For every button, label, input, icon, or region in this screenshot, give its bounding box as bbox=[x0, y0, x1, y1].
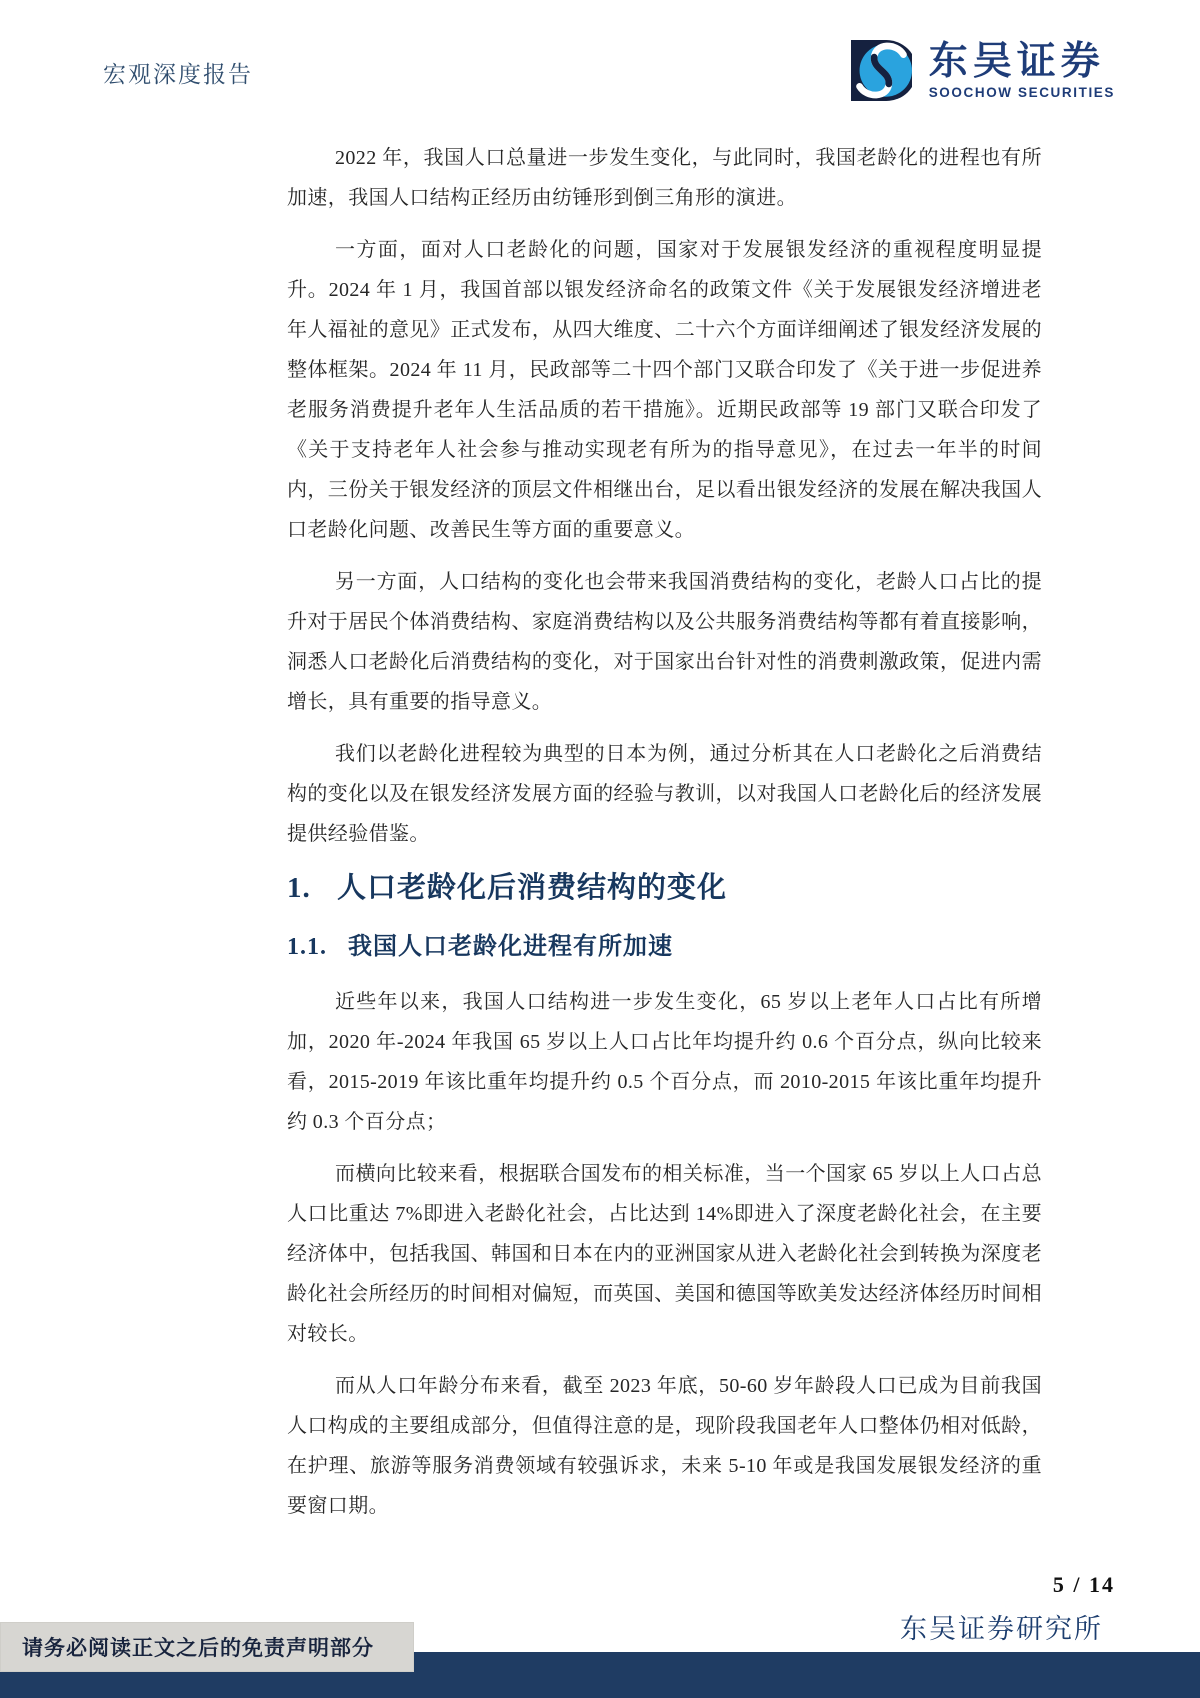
report-type-label: 宏观深度报告 bbox=[103, 62, 253, 87]
brand-name-en: SOOCHOW SECURITIES bbox=[928, 84, 1115, 100]
section-1-1-paragraph-1: 近些年以来，我国人口结构进一步发生变化，65 岁以上老年人口占比有所增加，2020 年-2024 年我国 65 岁以上人口占比年均提升约 0.6 个百分点，纵向比较来看，2015-2019 年该比重年均提升约 0.5 个百分点，而 2010-2015 年该比重年均提升约 0.3 个百分点； bbox=[287, 991, 1042, 1133]
intro-paragraph-3: 另一方面，人口结构的变化也会带来我国消费结构的变化，老龄人口占比的提升对于居民个体消费结构、家庭消费结构以及公共服务消费结构等都有着直接影响，洞悉人口老龄化后消费结构的变化，对于国家出台针对性的消费刺激政策，促进内需增长，具有重要的指导意义。 bbox=[287, 571, 1042, 713]
section-1-heading bbox=[287, 868, 1042, 908]
intro-paragraph-1: 2022 年，我国人口总量进一步发生变化，与此同时，我国老龄化的进程也有所加速，我国人口结构正经历由纺锤形到倒三角形的演进。 bbox=[287, 147, 1042, 209]
disclaimer-text: 请务必阅读正文之后的免责声明部分 bbox=[22, 1636, 374, 1660]
section-1-1-heading bbox=[287, 930, 1042, 964]
brand-name-cn: 东吴证券 bbox=[928, 39, 1105, 83]
section-1-title: 人口老龄化后消费结构的变化 bbox=[337, 872, 728, 904]
section-1-1-paragraph-3: 而从人口年龄分布来看，截至 2023 年底，50-60 岁年龄段人口已成为目前我国人口构成的主要组成部分，但值得注意的是，现阶段我国老年人口整体仍相对低龄，在护理、旅游等服务消费领域有较强诉求，未来 5-10 年或是我国发展银发经济的重要窗口期。 bbox=[287, 1375, 1042, 1517]
soochow-logo-icon bbox=[851, 40, 912, 101]
intro-paragraph-4: 我们以老龄化进程较为典型的日本为例，通过分析其在人口老龄化之后消费结构的变化以及在银发经济发展方面的经验与教训，以对我国人口老龄化后的经济发展提供经验借鉴。 bbox=[287, 743, 1042, 845]
section-1-1-number: 1.1. bbox=[287, 934, 327, 960]
brand-text bbox=[928, 39, 1115, 100]
brand-logo bbox=[851, 40, 1115, 101]
research-institute: 东吴证券研究所 bbox=[900, 1614, 1103, 1644]
section-1-number: 1. bbox=[287, 872, 311, 904]
document-body bbox=[287, 138, 1042, 1538]
disclaimer-box bbox=[0, 1622, 414, 1672]
intro-paragraph-2: 一方面，面对人口老龄化的问题，国家对于发展银发经济的重视程度明显提升。2024 年 1 月，我国首部以银发经济命名的政策文件《关于发展银发经济增进老年人福祉的意见》正式发布，从四大维度、二十六个方面详细阐述了银发经济发展的整体框架。2024 年 11 月，民政部等二十四个部门又联合印发了《关于进一步促进养老服务消费提升老年人生活品质的若干措施》。近期民政部等 19 部门又联合印发了《关于支持老年人社会参与推动实现老有所为的指导意见》，在过去一年半的时间内，三份关于银发经济的顶层文件相继出台，足以看出银发经济的发展在解决我国人口老龄化问题、改善民生等方面的重要意义。 bbox=[287, 239, 1042, 541]
section-1-1-title: 我国人口老龄化进程有所加速 bbox=[348, 934, 673, 960]
page-number: 5 / 14 bbox=[1052, 1572, 1115, 1597]
section-1-1-paragraph-2: 而横向比较来看，根据联合国发布的相关标准，当一个国家 65 岁以上人口占总人口比重达 7%即进入老龄化社会，占比达到 14%即进入了深度老龄化社会，在主要经济体中，包括我国、韩国和日本在内的亚洲国家从进入老龄化社会到转换为深度老龄化社会所经历的时间相对偏短，而英国、美国和德国等欧美发达经济体经历时间相对较长。 bbox=[287, 1163, 1042, 1345]
